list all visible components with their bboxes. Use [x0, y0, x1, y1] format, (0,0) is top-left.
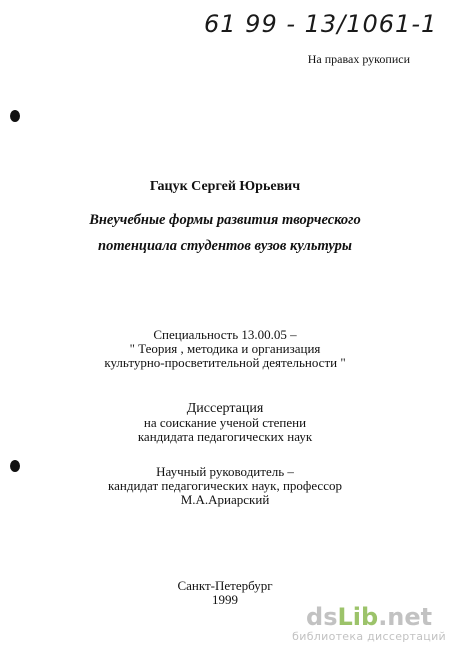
specialty-block	[0, 328, 450, 370]
specialty-line: Специальность 13.00.05 –	[153, 327, 297, 342]
dissertation-title	[0, 207, 450, 259]
logo-lib: Lib	[337, 603, 379, 631]
specialty-line: культурно-просветительной деятельности "	[104, 355, 346, 370]
supervisor-name: М.А.Ариарский	[180, 492, 270, 507]
dslib-watermark	[292, 604, 446, 643]
title-line: потенциала студентов вузов культуры	[98, 238, 352, 254]
dissertation-block	[0, 402, 450, 444]
dissertation-line: на соискание ученой степени	[143, 415, 307, 430]
supervisor-line: Научный руководитель –	[156, 464, 294, 479]
rights-note: На правах рукописи	[307, 52, 410, 66]
title-line: Внеучебные формы развития творческого	[89, 212, 361, 228]
city: Санкт-Петербург	[177, 578, 273, 593]
supervisor-line: кандидат педагогических наук, профессор	[108, 478, 342, 493]
author-name: Гацук Сергей Юрьевич	[149, 179, 301, 194]
handwritten-number-text: 61 99 - 13/1061-1	[204, 10, 438, 38]
punch-hole-top	[10, 110, 20, 122]
watermark-logo	[292, 604, 446, 630]
handwritten-catalog-number	[200, 6, 440, 40]
logo-suffix: .net	[378, 603, 433, 631]
dissertation-heading: Диссертация	[186, 401, 264, 416]
dissertation-line: кандидата педагогических наук	[137, 429, 313, 444]
logo-prefix: ds	[306, 603, 338, 631]
watermark-subtitle: библиотека диссертаций	[292, 630, 446, 643]
year: 1999	[212, 592, 238, 607]
supervisor-block	[0, 465, 450, 507]
specialty-line: " Теория , методика и организация	[129, 341, 321, 356]
